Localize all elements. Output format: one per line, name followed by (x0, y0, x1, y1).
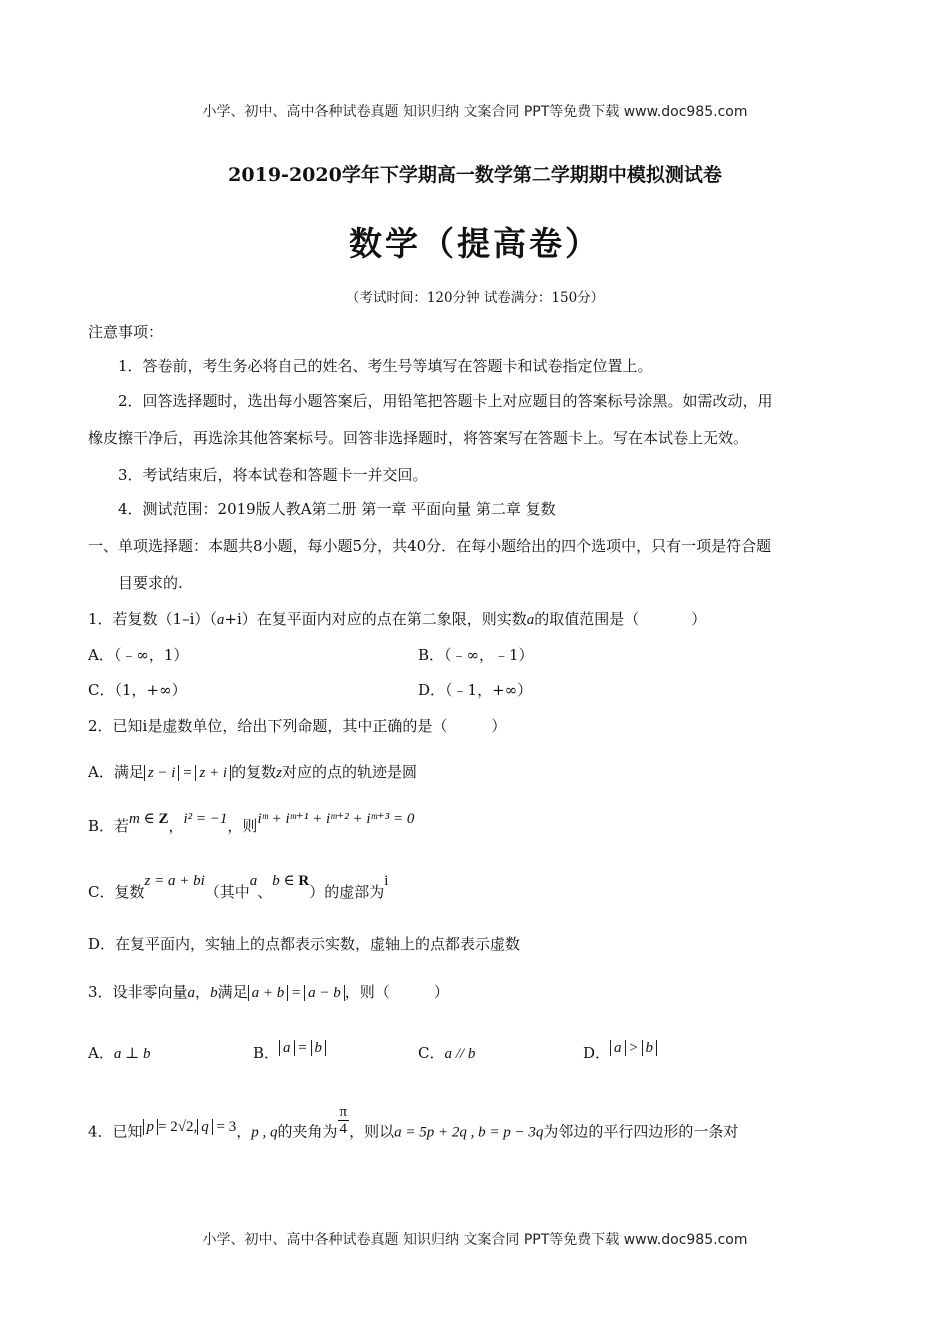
q1-option-a: A．（﹣∞，1） (88, 646, 189, 664)
note-2b: 橡皮擦干净后，再选涂其他答案标号。回答非选择题时，将答案写在答题卡上。写在本试卷上无效。 (88, 429, 749, 447)
q2-stem: 2．已知i是虚数单位，给出下列命题，其中正确的是（ ） (88, 717, 507, 735)
q1-option-c: C．（1，+∞） (88, 681, 187, 699)
q4-angle-fraction: $\frac{\pi}{4}$ (339, 1104, 348, 1137)
note-4: 4．测试范围：2019版人教A第二册 第一章 平面向量 第二章 复数 (118, 500, 556, 518)
note-2a: 2．回答选择题时，选出每小题答案后，用铅笔把答题卡上对应题目的答案标号涂黑。如需改动，用 (118, 392, 773, 410)
q3-option-b: B． a = b (253, 1043, 326, 1064)
page-header: 小学、初中、高中各种试卷真题 知识归纳 文案合同 PPT等免费下载 www.doc985.com (202, 104, 748, 120)
q2-option-d: D．在复平面内，实轴上的点都表示实数，虚轴上的点都表示虚数 (88, 935, 521, 953)
q2-option-c: C．复数z = a + bi（其中a、b ∈ R）的虚部为i (88, 873, 389, 901)
q4-stem: 4．已知 p = 2√2, q = 3，p , q的夹角为 $\frac{\pi}{4}$ ，则以a = 5p + 2q , b = p − 3q为邻边的平行四边形的一条对 (88, 1104, 739, 1141)
section-1-heading: 一、单项选择题：本题共8小题，每小题5分，共40分．在每小题给出的四个选项中，只有一项是符合题 (88, 537, 772, 555)
q1-stem: 1．若复数（1–i）（a+i）在复平面内对应的点在第二象限，则实数a的取值范围是（ ） (88, 610, 707, 628)
page-footer: 小学、初中、高中各种试卷真题 知识归纳 文案合同 PPT等免费下载 www.doc985.com (202, 1232, 748, 1248)
exam-time-info: （考试时间：120分钟 试卷满分：150分） (345, 290, 605, 306)
notes-heading: 注意事项： (88, 323, 164, 341)
note-3: 3．考试结束后，将本试卷和答题卡一并交回。 (118, 466, 428, 484)
exam-title: 数学（提高卷） (349, 224, 601, 263)
q3-option-a: A．a ⊥ b (88, 1044, 151, 1062)
q3-option-c: C．a // b (418, 1044, 476, 1062)
note-1: 1．答卷前，考生务必将自己的姓名、考生号等填写在答题卡和试卷指定位置上。 (118, 357, 653, 375)
exam-subtitle: 2019-2020学年下学期高一数学第二学期期中模拟测试卷 (228, 164, 722, 186)
q1-option-b: B．（﹣∞，﹣1） (418, 646, 534, 664)
q1-option-d: D．（﹣1，+∞） (418, 681, 533, 699)
q2-option-a: A．满足 z − i = z + i 的复数z对应的点的轨迹是圆 (88, 763, 417, 781)
q2-option-b: B．若m ∈ Z，i² = −1，则iᵐ + iᵐ⁺¹ + iᵐ⁺² + iᵐ⁺³ = 0 (88, 811, 415, 835)
q3-stem: 3．设非零向量a，b满足 a + b = a − b ，则（ ） (88, 983, 449, 1001)
q3-option-d: D． a > b (583, 1043, 657, 1064)
section-1-heading-cont: 目要求的. (118, 574, 183, 592)
